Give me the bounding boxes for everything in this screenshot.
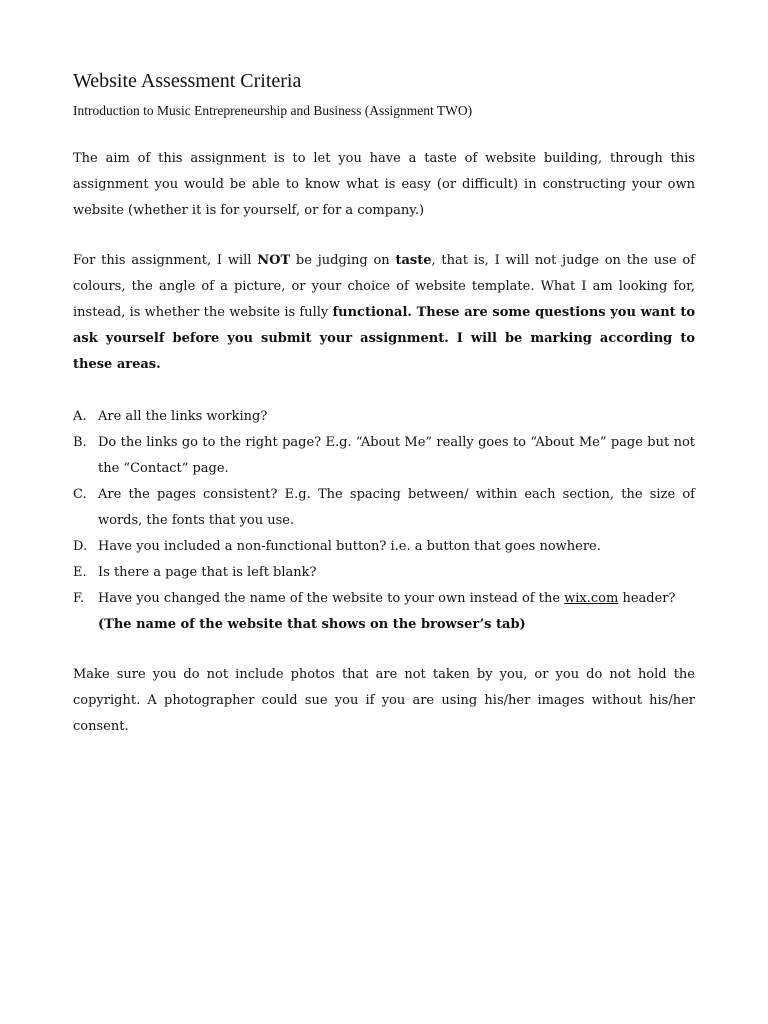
- list-marker: D.: [73, 539, 88, 554]
- list-item: [73, 430, 695, 482]
- list-marker: A.: [73, 409, 87, 424]
- paragraph2-bold-functional: functional. These are some questions you want to ask yourself before you submit your assignment. I will be marking according to these areas.: [73, 305, 695, 372]
- list-item: [73, 586, 695, 638]
- document-title: Website Assessment Criteria: [73, 70, 302, 92]
- paragraph2-bold-taste: taste: [395, 253, 432, 268]
- list-marker: B.: [73, 435, 87, 450]
- list-item-text-before: Have you changed the name of the website to your own instead of the: [98, 591, 565, 606]
- list-marker: E.: [73, 565, 87, 580]
- list-item-text: Are the pages consistent? E.g. The spacing between/ within each section, the size of words, the fonts that you use.: [98, 487, 695, 528]
- list-item-text: Are all the links working?: [98, 409, 268, 424]
- list-marker: F.: [73, 591, 85, 606]
- paragraph2-text-1: For this assignment, I will: [73, 253, 258, 268]
- paragraph2-text-2: be judging on: [290, 253, 396, 268]
- list-item: [73, 404, 695, 430]
- criteria-list: [73, 404, 695, 638]
- list-item: [73, 560, 695, 586]
- wix-link[interactable]: wix.com: [564, 591, 619, 606]
- browser-tab-note: (The name of the website that shows on the browser’s tab): [98, 617, 526, 632]
- paragraph2-bold-not: NOT: [257, 253, 291, 268]
- list-item-text: Is there a page that is left blank?: [98, 565, 317, 580]
- intro-paragraph: The aim of this assignment is to let you have a taste of website building, through this assignment you would be able to know what is easy (or difficult) in constructing your own website (whether it is for yourself, or for a company.): [73, 151, 695, 218]
- list-marker: C.: [73, 487, 87, 502]
- list-item-text: Have you included a non-functional button? i.e. a button that goes nowhere.: [98, 539, 601, 554]
- list-item: [73, 482, 695, 534]
- copyright-paragraph: Make sure you do not include photos that are not taken by you, or you do not hold the copyright. A photographer could sue you if you are using his/her images without his/her consent.: [73, 667, 695, 734]
- document-subtitle: Introduction to Music Entrepreneurship and Business (Assignment TWO): [73, 103, 473, 118]
- list-item-text: Do the links go to the right page? E.g. “About Me” really goes to “About Me” page but not the “Contact” page.: [98, 435, 695, 476]
- assignment-paragraph: [73, 248, 695, 378]
- list-item: [73, 534, 695, 560]
- list-item-text-after: header?: [618, 591, 676, 606]
- document-page: [73, 68, 695, 740]
- paragraph2-text-3: , that is, I will not judge on the use of colours, the angle of a picture, or your choice of website template. What I am looking for, instead, is whether the website is fully: [73, 253, 695, 320]
